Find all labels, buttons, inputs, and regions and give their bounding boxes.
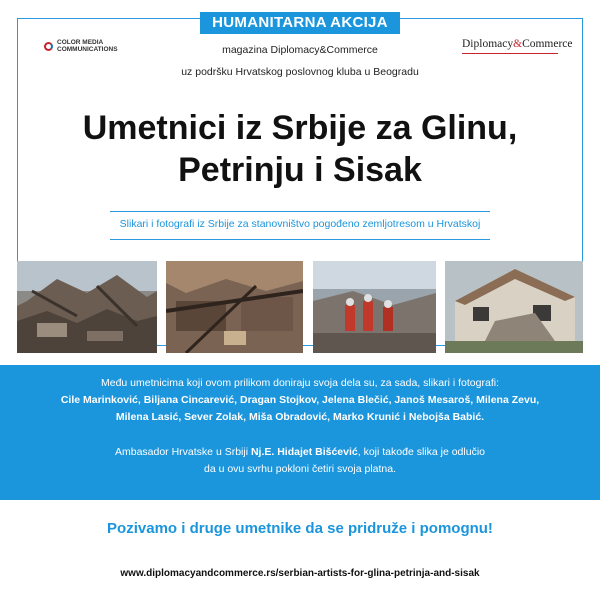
intro-line-2: uz podršku Hrvatskog poslovnog kluba u Beogradu — [181, 66, 419, 78]
headline-line-2: Petrinju i Sisak — [178, 151, 422, 189]
earthquake-photo-1 — [17, 261, 157, 353]
campaign-badge: HUMANITARNA AKCIJA — [200, 12, 400, 34]
ambassador-name: Nj.E. Hidajet Bišćević — [250, 446, 358, 458]
logo-word-diplomacy: Diplomacy — [462, 38, 514, 50]
tagline-bottom-rule — [110, 239, 490, 240]
artists-list-2: Milena Lasić, Sever Zolak, Miša Obradović, Marko Krunić i Nebojša Babić. — [115, 411, 485, 423]
ambassador-line-2: da u ovu svrhu pokloni četiri svoja platna. — [203, 463, 397, 475]
intro-line-1: magazina Diplomacy&Commerce — [222, 44, 378, 56]
ambassador-line-1 — [0, 446, 600, 458]
earthquake-photo-3 — [313, 261, 436, 353]
artists-list-1: Cile Marinković, Biljana Cincarević, Dragan Stojkov, Jelena Blečić, Janoš Mesaroš, Milena Zevu, — [60, 394, 540, 406]
color-media-logo-line2: COMMUNICATIONS — [57, 46, 118, 53]
tagline: Slikari i fotografi iz Srbije za stanovništvo pogođeno zemljotresom u Hrvatskoj — [119, 218, 481, 230]
photo-strip — [17, 261, 583, 353]
artists-intro: Među umetnicima koji ovom prilikom doniraju svoja dela su, za sada, slikari i fotografi: — [100, 377, 499, 389]
call-to-action: Pozivamo i druge umetnike da se pridruže i pomognu! — [107, 520, 493, 537]
artists-band — [0, 365, 600, 500]
earthquake-photo-2 — [166, 261, 303, 353]
source-url[interactable]: www.diplomacyandcommerce.rs/serbian-artists-for-glina-petrinja-and-sisak — [120, 568, 480, 579]
color-media-logo-line1: COLOR MEDIA — [57, 39, 104, 46]
logo-word-commerce: Commerce — [522, 38, 573, 50]
earthquake-photo-4 — [445, 261, 583, 353]
ambassador-prefix: Ambasador Hrvatske u Srbiji — [114, 446, 251, 458]
ambassador-suffix: , koji takođe slika je odlučio — [357, 446, 485, 458]
headline-line-1: Umetnici iz Srbije za Glinu, — [82, 109, 518, 147]
tagline-top-rule — [110, 211, 490, 212]
logo-ampersand: & — [513, 38, 523, 50]
